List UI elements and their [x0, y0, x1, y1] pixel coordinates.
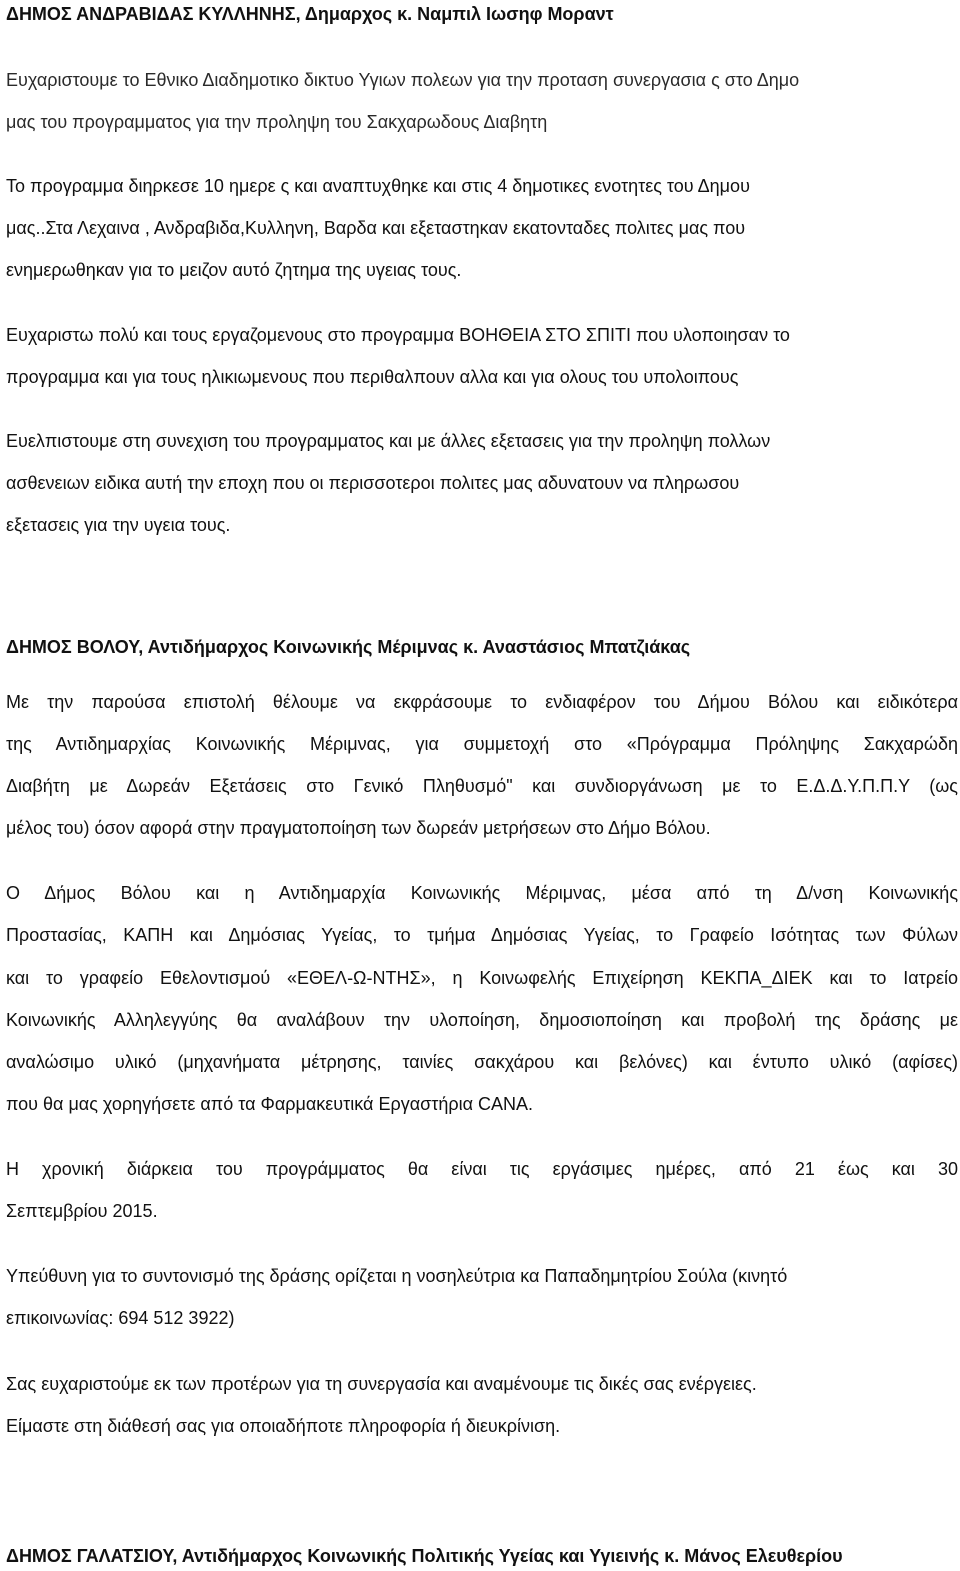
paragraph-line: της Αντιδημαρχίας Κοινωνικής Μέριμνας, για συμμετοχή στο «Πρόγραμμα Πρόληψης Σακχαρώδη [6, 734, 958, 754]
paragraph-line: ασθενειων ειδικα αυτή την εποχη που οι περισσοτεροι πολιτες μας αδυνατουν να πληρωσου [6, 473, 740, 493]
paragraph-line: Διαβήτη με Δωρεάν Εξετάσεις στο Γενικό Πληθυσμό" και συνδιοργάνωση με το Ε.Δ.Δ.Υ.Π.Π.Υ (ως [6, 776, 958, 796]
section-heading-volos: ΔΗΜΟΣ ΒΟΛΟΥ, Αντιδήμαρχος Κοινωνικής Μέριμνας κ. Αναστάσιος Μπατζιάκας [6, 637, 691, 657]
paragraph-line: Η χρονική διάρκεια του προγράμματος θα είναι τις εργάσιμες ημέρες, από 21 έως και 30 [6, 1159, 958, 1179]
paragraph-line: Ευχαριστω πολύ και τους εργαζομενους στο προγραμμα ΒΟΗΘΕΙΑ ΣΤΟ ΣΠΙΤΙ που υλοποιησαν το [6, 325, 790, 345]
paragraph-line: που θα μας χορηγήσετε από τα Φαρμακευτικά Εργαστήρια CANA. [6, 1094, 533, 1114]
paragraph-line: Σεπτεμβρίου 2015. [6, 1201, 158, 1221]
paragraph-line: Σας ευχαριστούμε εκ των προτέρων για τη συνεργασία και αναμένουμε τις δικές σας ενέργειες. [6, 1374, 757, 1394]
paragraph-line: επικοινωνίας: 694 512 3922) [6, 1308, 235, 1328]
section-heading-andravida: ΔΗΜΟΣ ΑΝΔΡΑΒΙΔΑΣ ΚΥΛΛΗΝΗΣ, Δημαρχος κ. Ναμπιλ Ιωσηφ Μοραντ [6, 4, 614, 24]
paragraph-line: ενημερωθηκαν για το μειζον αυτό ζητημα της υγειας τους. [6, 260, 462, 280]
paragraph-line: μας..Στα Λεχαινα , Ανδραβιδα,Κυλληνη, Βαρδα και εξεταστηκαν εκατονταδες πολιτες μας που [6, 218, 746, 238]
paragraph-line: αναλώσιμο υλικό (μηχανήματα μέτρησης, ταινίες σακχάρου και βελόνες) και έντυπο υλικό (αφίσες) [6, 1052, 958, 1072]
paragraph-line: Προστασίας, ΚΑΠΗ και Δημόσιας Υγείας, το τμήμα Δημόσιας Υγείας, το Γραφείο Ισότητας των Φύλων [6, 925, 958, 945]
paragraph-line: εξετασεις για την υγεια τους. [6, 515, 231, 535]
paragraph-line: Με την παρούσα επιστολή θέλουμε να εκφράσουμε το ενδιαφέρον του Δήμου Βόλου και ειδικότερα [6, 692, 958, 712]
paragraph-line: μας του προγραμματος για την προληψη του Σακχαρωδους Διαβητη [6, 112, 548, 132]
paragraph-line: Το προγραμμα διηρκεσε 10 ημερε ς και αναπτυχθηκε και στις 4 δημοτικες ενοτητες του Δημου [6, 176, 750, 196]
paragraph-line: μέλος του) όσον αφορά στην πραγματοποίηση των δωρεάν μετρήσεων στο Δήμο Βόλου. [6, 818, 711, 838]
paragraph-line: Ο Δήμος Βόλου και η Αντιδημαρχία Κοινωνικής Μέριμνας, μέσα από τη Δ/νση Κοινωνικής [6, 883, 958, 903]
paragraph-line: Ευελπιστουμε στη συνεχιση του προγραμματος και με άλλες εξετασεις για την προληψη πολλων [6, 431, 771, 451]
paragraph-line: και το γραφείο Εθελοντισμού «ΕΘΕΛ-Ω-ΝΤΗΣ», η Κοινωφελής Επιχείρηση ΚΕΚΠΑ_ΔΙΕΚ και το Ιατρείο [6, 968, 958, 988]
paragraph-line: προγραμμα και για τους ηλικιωμενους που περιθαλπουν αλλα και για ολους του υπολοιπους [6, 367, 739, 387]
paragraph-line: Είμαστε στη διάθεσή σας για οποιαδήποτε πληροφορία ή διευκρίνιση. [6, 1416, 561, 1436]
paragraph-line: Υπεύθυνη για το συντονισμό της δράσης ορίζεται η νοσηλεύτρια κα Παπαδημητρίου Σούλα (κινητό [6, 1266, 788, 1286]
paragraph-line: Ευχαριστουμε το Εθνικο Διαδημοτικο δικτυο Υγιων πολεων για την προταση συνεργασια ς στο Δημο [6, 70, 800, 90]
section-heading-galatsi: ΔΗΜΟΣ ΓΑΛΑΤΣΙΟΥ, Αντιδήμαρχος Κοινωνικής Πολιτικής Υγείας και Υγιεινής κ. Μάνος Ελευθερίου [6, 1546, 843, 1566]
paragraph-line: Κοινωνικής Αλληλεγγύης θα αναλάβουν την υλοποίηση, δημοσιοποίηση και προβολή της δράσης με [6, 1010, 958, 1030]
